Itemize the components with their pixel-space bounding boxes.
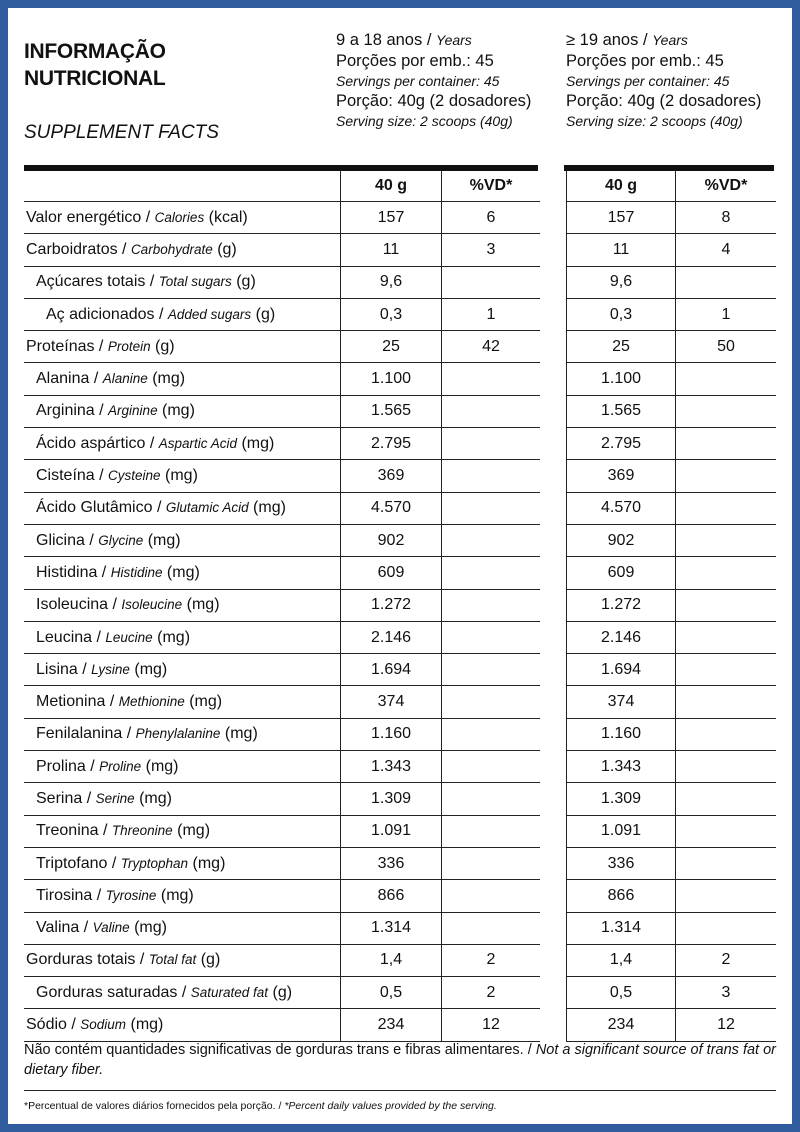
amount-youth: 1.100 — [341, 363, 442, 395]
amount-adult: 4.570 — [567, 492, 676, 524]
amount-adult: 1.091 — [567, 815, 676, 847]
dv-adult — [676, 621, 777, 653]
dv-adult — [676, 718, 777, 750]
table-row — [24, 686, 776, 718]
nutrient-label: Tirosina / Tyrosine (mg) — [24, 880, 341, 912]
nutrient-label: Glicina / Glycine (mg) — [24, 524, 341, 556]
footnote-daily-values: *Percentual de valores diários fornecidos pela porção. / *Percent daily values provided by the serving. — [24, 1100, 497, 1112]
dv-adult — [676, 783, 777, 815]
nutrient-label: Carboidratos / Carbohydrate (g) — [24, 234, 341, 266]
amount-youth: 1.565 — [341, 395, 442, 427]
dv-adult — [676, 880, 777, 912]
nutrient-label: Metionina / Methionine (mg) — [24, 686, 341, 718]
amount-adult: 234 — [567, 1009, 676, 1041]
dv-adult: 1 — [676, 298, 777, 330]
nutrient-label: Valor energético / Calories (kcal) — [24, 202, 341, 234]
table-row — [24, 654, 776, 686]
age-range: ≥ 19 anos / Years — [566, 31, 688, 49]
table-row — [24, 395, 776, 427]
dv-adult: 2 — [676, 944, 777, 976]
dv-youth — [442, 589, 541, 621]
table-row — [24, 977, 776, 1009]
nutrient-label: Ácido Glutâmico / Glutamic Acid (mg) — [24, 492, 341, 524]
footnote-trans-fat: Não contém quantidades significativas de gorduras trans e fibras alimentares. / Not a significant source of trans fat or dietary fiber. — [24, 1042, 776, 1078]
dv-youth — [442, 783, 541, 815]
amount-youth: 11 — [341, 234, 442, 266]
dv-adult — [676, 912, 777, 944]
amount-adult: 0,5 — [567, 977, 676, 1009]
amount-adult: 1.314 — [567, 912, 676, 944]
col-amount-header-adult: 40 g — [567, 171, 676, 202]
dv-youth — [442, 621, 541, 653]
dv-youth — [442, 363, 541, 395]
header-label-cell — [24, 171, 341, 202]
amount-youth: 866 — [341, 880, 442, 912]
dv-youth — [442, 847, 541, 879]
table-row — [24, 202, 776, 234]
nutrient-label: Triptofano / Tryptophan (mg) — [24, 847, 341, 879]
dv-youth — [442, 686, 541, 718]
table-row — [24, 266, 776, 298]
amount-adult: 1.272 — [567, 589, 676, 621]
amount-adult: 369 — [567, 460, 676, 492]
amount-youth: 1.272 — [341, 589, 442, 621]
dv-youth — [442, 751, 541, 783]
header-title-block — [24, 38, 324, 144]
amount-adult: 1.100 — [567, 363, 676, 395]
amount-adult: 902 — [567, 524, 676, 556]
amount-youth: 157 — [341, 202, 442, 234]
dv-youth: 12 — [442, 1009, 541, 1041]
dv-youth — [442, 815, 541, 847]
nutrient-label: Gorduras totais / Total fat (g) — [24, 944, 341, 976]
amount-adult: 1.565 — [567, 395, 676, 427]
footer-divider — [24, 1090, 776, 1091]
table-row — [24, 234, 776, 266]
dv-youth — [442, 524, 541, 556]
table-row — [24, 492, 776, 524]
nutrient-label: Prolina / Proline (mg) — [24, 751, 341, 783]
age-range: 9 a 18 anos / Years — [336, 31, 472, 49]
amount-youth: 902 — [341, 524, 442, 556]
nutrient-label: Histidina / Histidine (mg) — [24, 557, 341, 589]
table-row — [24, 847, 776, 879]
table-row — [24, 589, 776, 621]
amount-youth: 0,5 — [341, 977, 442, 1009]
dv-youth — [442, 718, 541, 750]
serving-size-en: Serving size: 2 scoops (40g) — [566, 113, 743, 129]
amount-adult: 1.309 — [567, 783, 676, 815]
amount-youth: 609 — [341, 557, 442, 589]
nutrition-table — [24, 171, 776, 1042]
title-line-2: NUTRICIONAL — [24, 67, 166, 90]
dv-adult: 8 — [676, 202, 777, 234]
amount-youth: 2.146 — [341, 621, 442, 653]
dv-youth — [442, 460, 541, 492]
table-row — [24, 298, 776, 330]
nutrient-label: Isoleucina / Isoleucine (mg) — [24, 589, 341, 621]
dv-adult — [676, 686, 777, 718]
col-amount-header: 40 g — [341, 171, 442, 202]
nutrient-label: Alanina / Alanine (mg) — [24, 363, 341, 395]
dv-adult — [676, 266, 777, 298]
dv-youth — [442, 654, 541, 686]
dv-youth — [442, 912, 541, 944]
amount-adult: 609 — [567, 557, 676, 589]
nutrient-label: Açúcares totais / Total sugars (g) — [24, 266, 341, 298]
amount-adult: 1.694 — [567, 654, 676, 686]
servings-pt: Porções por emb.: 45 — [566, 52, 724, 70]
serving-size-en: Serving size: 2 scoops (40g) — [336, 113, 513, 129]
nutrient-label: Proteínas / Protein (g) — [24, 331, 341, 363]
nutrient-label: Lisina / Lysine (mg) — [24, 654, 341, 686]
table-row — [24, 524, 776, 556]
nutrient-label: Sódio / Sodium (mg) — [24, 1009, 341, 1041]
amount-youth: 1.343 — [341, 751, 442, 783]
dv-youth: 42 — [442, 331, 541, 363]
amount-adult: 374 — [567, 686, 676, 718]
amount-adult: 25 — [567, 331, 676, 363]
dv-adult — [676, 492, 777, 524]
servings-en: Servings per container: 45 — [336, 73, 500, 89]
dv-adult: 4 — [676, 234, 777, 266]
nutrient-label: Treonina / Threonine (mg) — [24, 815, 341, 847]
title-line-1: INFORMAÇÃO — [24, 40, 166, 63]
amount-adult: 336 — [567, 847, 676, 879]
nutrient-label: Aç adicionados / Added sugars (g) — [24, 298, 341, 330]
nutrient-label: Fenilalanina / Phenylalanine (mg) — [24, 718, 341, 750]
nutrient-label: Serina / Serine (mg) — [24, 783, 341, 815]
dv-adult — [676, 751, 777, 783]
dv-youth — [442, 266, 541, 298]
amount-youth: 234 — [341, 1009, 442, 1041]
amount-adult: 157 — [567, 202, 676, 234]
dv-adult — [676, 395, 777, 427]
dv-adult: 12 — [676, 1009, 777, 1041]
amount-youth: 25 — [341, 331, 442, 363]
table-row — [24, 718, 776, 750]
table-row — [24, 783, 776, 815]
table-row — [24, 460, 776, 492]
dv-adult: 50 — [676, 331, 777, 363]
dv-youth — [442, 557, 541, 589]
amount-youth: 1.694 — [341, 654, 442, 686]
dv-youth: 2 — [442, 977, 541, 1009]
dv-youth: 6 — [442, 202, 541, 234]
table-row — [24, 557, 776, 589]
amount-youth: 1.091 — [341, 815, 442, 847]
dv-youth — [442, 395, 541, 427]
subtitle: SUPPLEMENT FACTS — [24, 122, 219, 143]
nutrient-label: Leucina / Leucine (mg) — [24, 621, 341, 653]
dv-adult — [676, 589, 777, 621]
dv-adult — [676, 847, 777, 879]
amount-youth: 336 — [341, 847, 442, 879]
dv-adult — [676, 428, 777, 460]
col-dv-header: %VD* — [442, 171, 541, 202]
table-row — [24, 363, 776, 395]
amount-youth: 0,3 — [341, 298, 442, 330]
amount-youth: 369 — [341, 460, 442, 492]
dv-youth: 1 — [442, 298, 541, 330]
table-row — [24, 880, 776, 912]
nutrient-label: Gorduras saturadas / Saturated fat (g) — [24, 977, 341, 1009]
servings-en: Servings per container: 45 — [566, 73, 730, 89]
table-row — [24, 815, 776, 847]
header-column-youth — [336, 30, 531, 131]
amount-youth: 4.570 — [341, 492, 442, 524]
amount-adult: 9,6 — [567, 266, 676, 298]
table-row — [24, 912, 776, 944]
amount-adult: 2.146 — [567, 621, 676, 653]
header-column-adult — [566, 30, 761, 131]
table-header-row — [24, 171, 776, 202]
table-row — [24, 331, 776, 363]
amount-youth: 1,4 — [341, 944, 442, 976]
dv-adult — [676, 363, 777, 395]
dv-adult — [676, 557, 777, 589]
serving-size-pt: Porção: 40g (2 dosadores) — [566, 92, 762, 110]
amount-adult: 1.160 — [567, 718, 676, 750]
amount-adult: 1.343 — [567, 751, 676, 783]
amount-youth: 9,6 — [341, 266, 442, 298]
dv-youth: 2 — [442, 944, 541, 976]
dv-adult: 3 — [676, 977, 777, 1009]
dv-adult — [676, 460, 777, 492]
nutrient-label: Cisteína / Cysteine (mg) — [24, 460, 341, 492]
amount-youth: 1.309 — [341, 783, 442, 815]
nutrient-label: Ácido aspártico / Aspartic Acid (mg) — [24, 428, 341, 460]
dv-youth — [442, 880, 541, 912]
amount-adult: 1,4 — [567, 944, 676, 976]
amount-youth: 2.795 — [341, 428, 442, 460]
table-row — [24, 944, 776, 976]
servings-pt: Porções por emb.: 45 — [336, 52, 494, 70]
amount-youth: 1.160 — [341, 718, 442, 750]
amount-adult: 2.795 — [567, 428, 676, 460]
table-row — [24, 1009, 776, 1041]
amount-youth: 1.314 — [341, 912, 442, 944]
dv-youth — [442, 428, 541, 460]
dv-adult — [676, 524, 777, 556]
nutrition-facts-panel — [8, 8, 792, 1124]
dv-youth — [442, 492, 541, 524]
dv-adult — [676, 815, 777, 847]
table-row — [24, 621, 776, 653]
dv-youth: 3 — [442, 234, 541, 266]
amount-adult: 0,3 — [567, 298, 676, 330]
amount-adult: 866 — [567, 880, 676, 912]
table-row — [24, 428, 776, 460]
nutrient-label: Valina / Valine (mg) — [24, 912, 341, 944]
dv-adult — [676, 654, 777, 686]
serving-size-pt: Porção: 40g (2 dosadores) — [336, 92, 532, 110]
table-row — [24, 751, 776, 783]
amount-youth: 374 — [341, 686, 442, 718]
amount-adult: 11 — [567, 234, 676, 266]
col-dv-header-adult: %VD* — [676, 171, 777, 202]
nutrient-label: Arginina / Arginine (mg) — [24, 395, 341, 427]
